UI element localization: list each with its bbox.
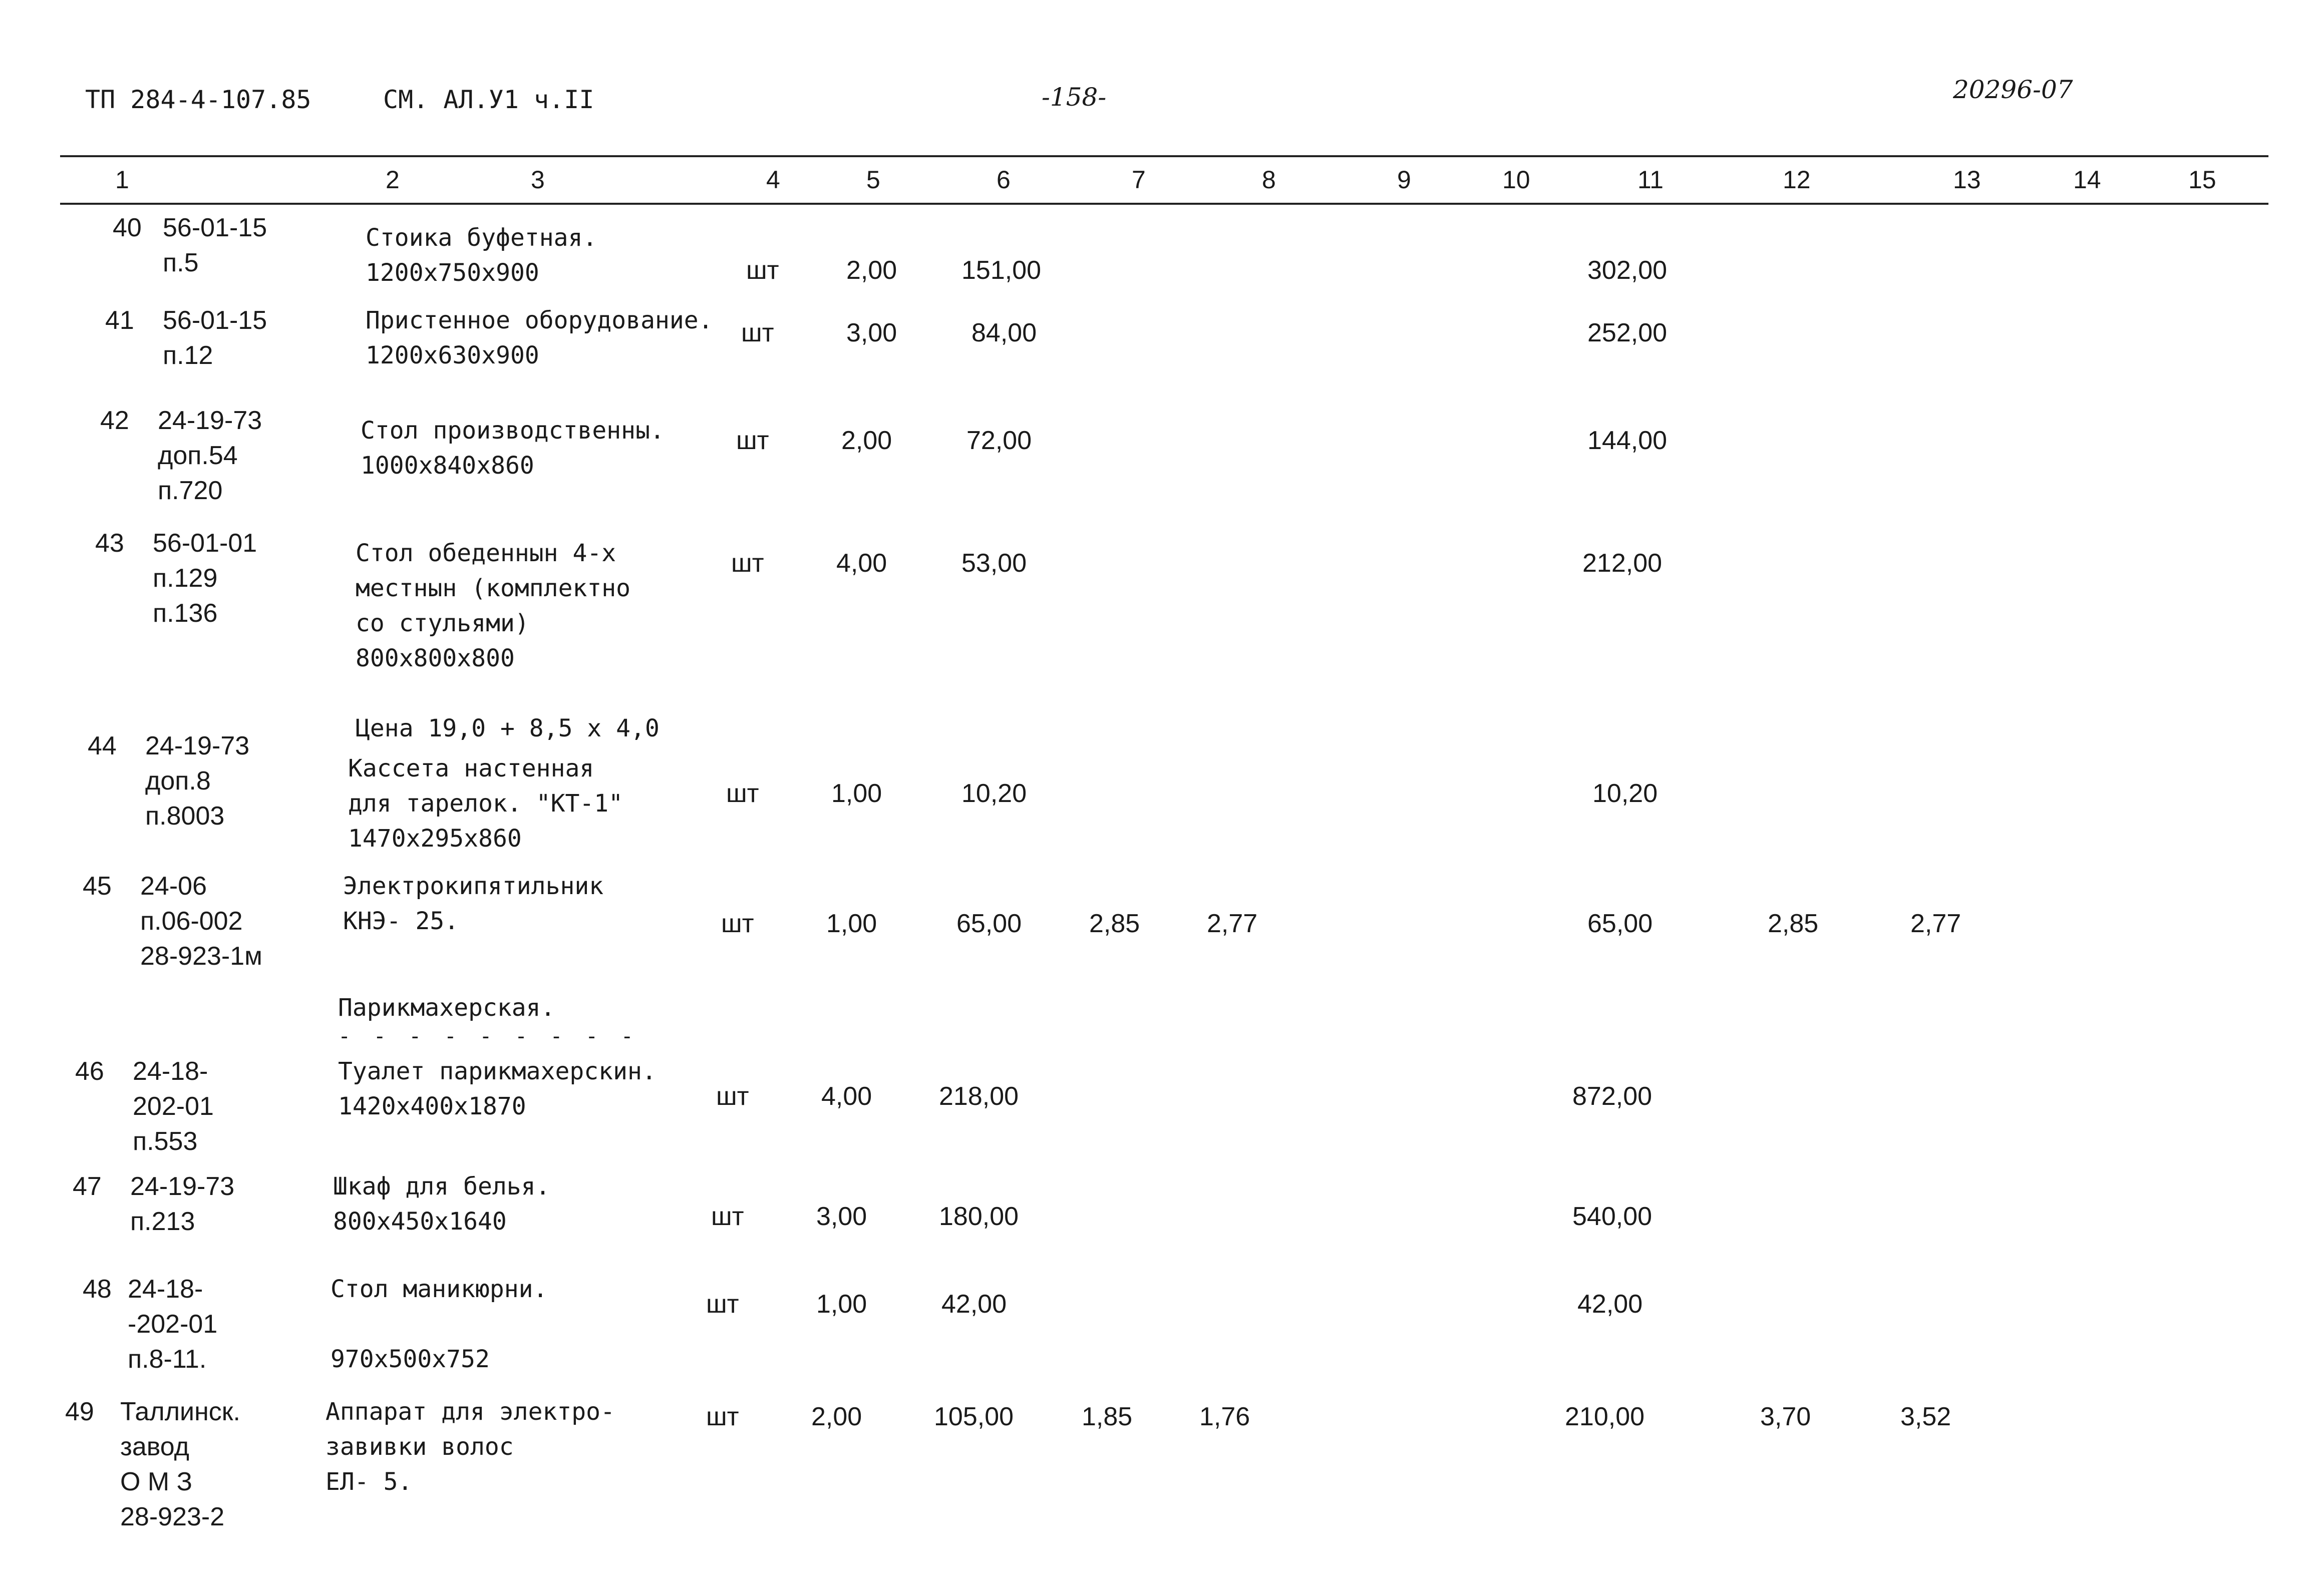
price-cell: 65,00 bbox=[956, 909, 1022, 938]
quantity-cell: 3,00 bbox=[846, 318, 897, 347]
table-row bbox=[0, 1394, 2306, 1531]
table-row bbox=[0, 403, 2306, 505]
col13-cell: 3,52 bbox=[1900, 1402, 1951, 1431]
total-cell: 65,00 bbox=[1587, 909, 1653, 938]
total-cell: 144,00 bbox=[1587, 426, 1668, 455]
item-number: 48 bbox=[83, 1275, 112, 1304]
quantity-cell: 1,00 bbox=[831, 779, 882, 808]
catalog-code: 24-19-73 доп.8 п.8003 bbox=[145, 731, 250, 831]
price-cell: 72,00 bbox=[966, 426, 1032, 455]
catalog-code: 56-01-15 п.12 bbox=[163, 306, 267, 370]
catalog-code: 24-19-73 п.213 bbox=[130, 1172, 235, 1236]
item-number: 40 bbox=[113, 213, 142, 242]
unit-cell: шт bbox=[746, 256, 779, 285]
column-number-9: 9 bbox=[1397, 166, 1411, 194]
section-underline: - - - - - - - - - bbox=[338, 1024, 638, 1048]
column-number-12: 12 bbox=[1783, 166, 1811, 194]
item-number: 43 bbox=[95, 529, 124, 558]
header-project-code: ТП 284-4-107.85 bbox=[85, 85, 311, 114]
table-row bbox=[0, 210, 2306, 287]
catalog-code: 24-18- 202-01 п.553 bbox=[133, 1057, 214, 1156]
page-number: -158- bbox=[1042, 83, 1107, 112]
item-number: 42 bbox=[100, 406, 129, 435]
unit-cell: шт bbox=[726, 779, 759, 808]
unit-cell: шт bbox=[711, 1202, 744, 1231]
column-number-1: 1 bbox=[115, 166, 129, 194]
quantity-cell: 1,00 bbox=[816, 1290, 867, 1319]
item-number: 41 bbox=[105, 306, 134, 335]
item-number: 46 bbox=[75, 1057, 104, 1086]
total-cell: 212,00 bbox=[1582, 549, 1663, 578]
unit-cell: шт bbox=[741, 318, 774, 347]
quantity-cell: 4,00 bbox=[836, 549, 887, 578]
price-cell: 10,20 bbox=[961, 779, 1027, 808]
item-number: 44 bbox=[88, 731, 117, 760]
column-number-2: 2 bbox=[386, 166, 400, 194]
price-cell: 151,00 bbox=[961, 256, 1042, 285]
document-number: 20296-07 bbox=[1953, 75, 2073, 104]
unit-cell: шт bbox=[736, 426, 769, 455]
quantity-cell: 2,00 bbox=[841, 426, 892, 455]
col8-cell: 2,77 bbox=[1207, 909, 1258, 938]
col12-cell: 3,70 bbox=[1760, 1402, 1811, 1431]
catalog-code: 24-19-73 доп.54 п.720 bbox=[158, 406, 262, 505]
catalog-code: 24-06 п.06-002 28-923-1м bbox=[140, 872, 262, 971]
header-top-rule bbox=[60, 155, 2268, 157]
total-cell: 872,00 bbox=[1572, 1082, 1653, 1111]
column-number-15: 15 bbox=[2188, 166, 2216, 194]
item-description: Стол маникюрни. 970x500x752 bbox=[331, 1275, 548, 1373]
catalog-code: 56-01-15 п.5 bbox=[163, 213, 267, 277]
total-cell: 252,00 bbox=[1587, 318, 1668, 347]
item-number: 47 bbox=[73, 1172, 102, 1201]
total-cell: 540,00 bbox=[1572, 1202, 1653, 1231]
column-number-7: 7 bbox=[1132, 166, 1146, 194]
item-description: Стол обеденнын 4-х местнын (комплектно со стульями) 800x800x800 Цена 19,0 + 8,5 x 4,0 bbox=[356, 539, 660, 742]
column-number-6: 6 bbox=[997, 166, 1011, 194]
column-number-5: 5 bbox=[866, 166, 880, 194]
table-row bbox=[0, 728, 2306, 853]
price-cell: 218,00 bbox=[939, 1082, 1019, 1111]
total-cell: 210,00 bbox=[1565, 1402, 1645, 1431]
item-description: Пристенное оборудование. 1200x630x900 bbox=[366, 306, 713, 369]
unit-cell: шт bbox=[706, 1402, 739, 1431]
unit-cell: шт bbox=[706, 1290, 739, 1319]
item-description: Электрокипятильник КНЭ- 25. bbox=[343, 872, 604, 935]
column-number-3: 3 bbox=[531, 166, 545, 194]
unit-cell: шт bbox=[731, 549, 764, 578]
item-description: Стол производственны. 1000x840x860 bbox=[361, 417, 665, 480]
col8-cell: 1,76 bbox=[1199, 1402, 1250, 1431]
price-cell: 84,00 bbox=[971, 318, 1037, 347]
column-number-8: 8 bbox=[1262, 166, 1276, 194]
item-description: Аппарат для электро- завивки волос ЕЛ- 5. bbox=[325, 1398, 615, 1496]
quantity-cell: 2,00 bbox=[846, 256, 897, 285]
header-reference: СМ. АЛ.У1 ч.II bbox=[383, 85, 594, 114]
quantity-cell: 4,00 bbox=[821, 1082, 872, 1111]
item-description: Шкаф для белья. 800x450x1640 bbox=[333, 1172, 550, 1236]
col12-cell: 2,85 bbox=[1768, 909, 1819, 938]
catalog-code: 56-01-01 п.129 п.136 bbox=[153, 529, 257, 628]
price-cell: 42,00 bbox=[941, 1290, 1007, 1319]
item-number: 45 bbox=[83, 872, 112, 901]
price-cell: 180,00 bbox=[939, 1202, 1019, 1231]
col7-cell: 1,85 bbox=[1082, 1402, 1133, 1431]
quantity-cell: 2,00 bbox=[811, 1402, 862, 1431]
price-cell: 105,00 bbox=[934, 1402, 1014, 1431]
item-description: Кассета настенная для тарелок. "КТ-1" 1470x295x860 bbox=[348, 754, 623, 853]
item-description: Туалет парикмахерскин. 1420x400x1870 bbox=[338, 1057, 656, 1120]
unit-cell: шт bbox=[716, 1082, 749, 1111]
total-cell: 302,00 bbox=[1587, 256, 1668, 285]
column-number-13: 13 bbox=[1953, 166, 1981, 194]
catalog-code: 24-18- -202-01 п.8-11. bbox=[128, 1275, 218, 1374]
section-title: Парикмахерская. bbox=[338, 994, 555, 1022]
price-cell: 53,00 bbox=[961, 549, 1027, 578]
column-number-10: 10 bbox=[1502, 166, 1530, 194]
column-number-11: 11 bbox=[1637, 166, 1664, 194]
total-cell: 10,20 bbox=[1592, 779, 1658, 808]
item-number: 49 bbox=[65, 1397, 94, 1426]
column-number-14: 14 bbox=[2073, 166, 2101, 194]
item-description: Стоика буфетная. 1200x750x900 bbox=[366, 224, 597, 287]
column-number-4: 4 bbox=[766, 166, 780, 194]
quantity-cell: 1,00 bbox=[826, 909, 877, 938]
col13-cell: 2,77 bbox=[1910, 909, 1961, 938]
total-cell: 42,00 bbox=[1577, 1290, 1643, 1319]
col7-cell: 2,85 bbox=[1089, 909, 1140, 938]
quantity-cell: 3,00 bbox=[816, 1202, 867, 1231]
unit-cell: шт bbox=[721, 909, 754, 938]
catalog-code: Таллинск. завод О М З 28-923-2 bbox=[120, 1397, 240, 1531]
header-bottom-rule bbox=[60, 203, 2268, 205]
